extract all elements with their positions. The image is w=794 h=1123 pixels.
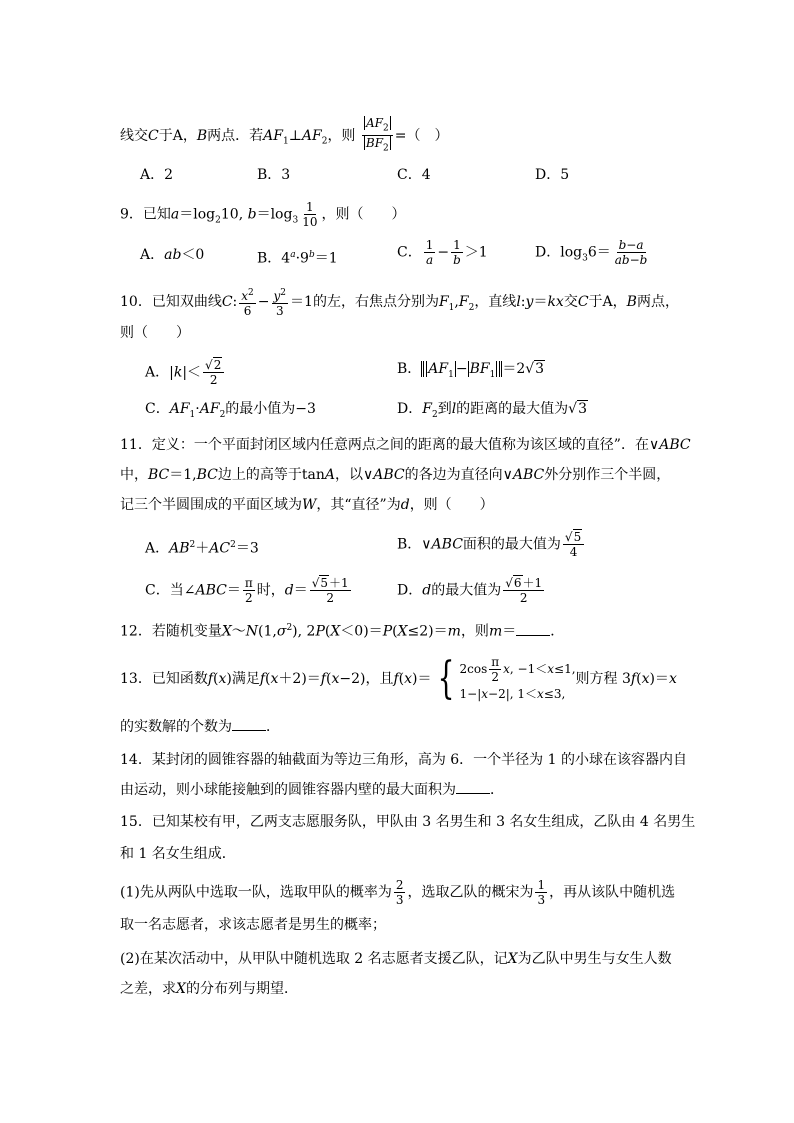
q9-option-c: C． $\frac{1}{a}$ − $\frac{1}{b}$ ＞1 <box>397 238 488 267</box>
q9-stem: 9．已知$a=\log_210$, $b=\log_3$ $\frac{1}{10}$ ，则（ ） <box>120 200 406 229</box>
q8-option-d: D．5 <box>535 167 570 183</box>
q15-part1-line1: (1)先从两队中选取一队，选取甲队的概率为 $\frac{2}{3}$ ，选取乙队的概宋为 $\frac{1}{3}$ ，再从该队中随机选 <box>120 878 676 907</box>
q8-stem: 线交C于A，B两点．若$AF_1\perp AF_2$，则 $\frac{AF_2}{BF_2}$ =（ ） <box>120 116 449 154</box>
q15-part2-line2: 之差，求X的分布列与期望． <box>120 981 298 997</box>
q15-part2-line1: (2)在某次活动中，从甲队中随机选取 2 名志愿者支援乙队，记X为乙队中男生与女生人数 <box>120 951 672 967</box>
q11-stem-2: 中，BC＝1,BC边上的高等于tanA，以∨ABC的各边为直径向∨ABC外分别作三个半圆， <box>120 467 671 483</box>
q10-option-a: A．|k|＜ $\frac{√2}{2}$ <box>145 358 226 387</box>
q11-option-b: B．∨ABC面积的最大值为 $\frac{√5}{4}$ <box>397 530 586 559</box>
q10-stem-1: 10．已知双曲线C: $\frac{x^2}{6}$ − $\frac{y^2}{3}$ ＝1的左，右焦点分别为$F_1,F_2$，直线l:y＝kx交C于A，B两点， <box>120 288 679 318</box>
q11-option-a: A．$AB^2+AC^2=3$ <box>145 540 259 557</box>
q10-option-c: C．$AF_1\cdot AF_2$的最小值为−3 <box>145 401 316 420</box>
q10-option-b: B． $AF_1 - BF_1 =2√3$ <box>397 361 545 380</box>
q8-option-c: C．4 <box>397 167 431 183</box>
q8-option-a: A．2 <box>140 167 174 183</box>
q11-stem-3: 记三个半圆围成的平面区域为W，其“直径”为d，则（ ） <box>120 497 494 513</box>
q15-stem-2: 和 1 名女生组成． <box>120 846 236 862</box>
q13-stem-2: 的实数解的个数为 ． <box>120 716 280 738</box>
q14-stem-2: 由运动，则小球能接触到的圆锥容器内壁的最大面积为 ． <box>120 779 504 801</box>
q9-option-d: D．$\log_36=$ $\frac{b-a}{ab-b}$ <box>535 238 648 267</box>
q9-option-a: A．ab＜0 <box>140 247 205 263</box>
q15-part1-line2: 取一名志愿者，求该志愿者是男生的概率； <box>120 917 386 933</box>
q10-stem-2: 则（ ） <box>120 325 190 341</box>
q11-option-d: D．d的最大值为 $\frac{√6+1}{2}$ <box>397 576 543 605</box>
q11-option-c: C．当∠ABC＝ $\frac{\pi}{2}$ 时，d＝ $\frac{√5+1}{2}$ <box>145 576 349 605</box>
q8-option-b: B．3 <box>257 167 291 183</box>
q15-stem-1: 15．已知某校有甲，乙两支志愿服务队，甲队由 3 名男生和 3 名女生组成，乙队由 4 名男生 <box>120 814 696 830</box>
q11-stem-1: 11．定义：一个平面封闭区域内任意两点之间的距离的最大值称为该区域的直径”．在∨ABC <box>120 437 691 453</box>
q12-stem: 12．若随机变量$X\sim N(1,\sigma^2)$, 2P(X＜0)＝P(X≤2)＝m，则m＝ ． <box>120 617 564 643</box>
q10-option-d: D．$F_2$到l的距离的最大值为√3 <box>397 401 588 420</box>
q9-option-b: B．$4^a\cdot 9^b=1$ <box>257 250 338 267</box>
q13-stem-1: 13．已知函数 f ( x )满足 f ( x ＋2)＝ f ( x −2)，且 f ( x )＝ { 2cos $\frac{\pi}{2}$ x, −1＜x≤1, 1−|x−2|, 1＜x≤3, 则方程 3 f ( x )＝ x <box>120 653 677 704</box>
q14-stem-1: 14．某封闭的圆锥容器的轴截面为等边三角形，高为 6．一个半径为 1 的小球在该容器内自 <box>120 752 687 768</box>
